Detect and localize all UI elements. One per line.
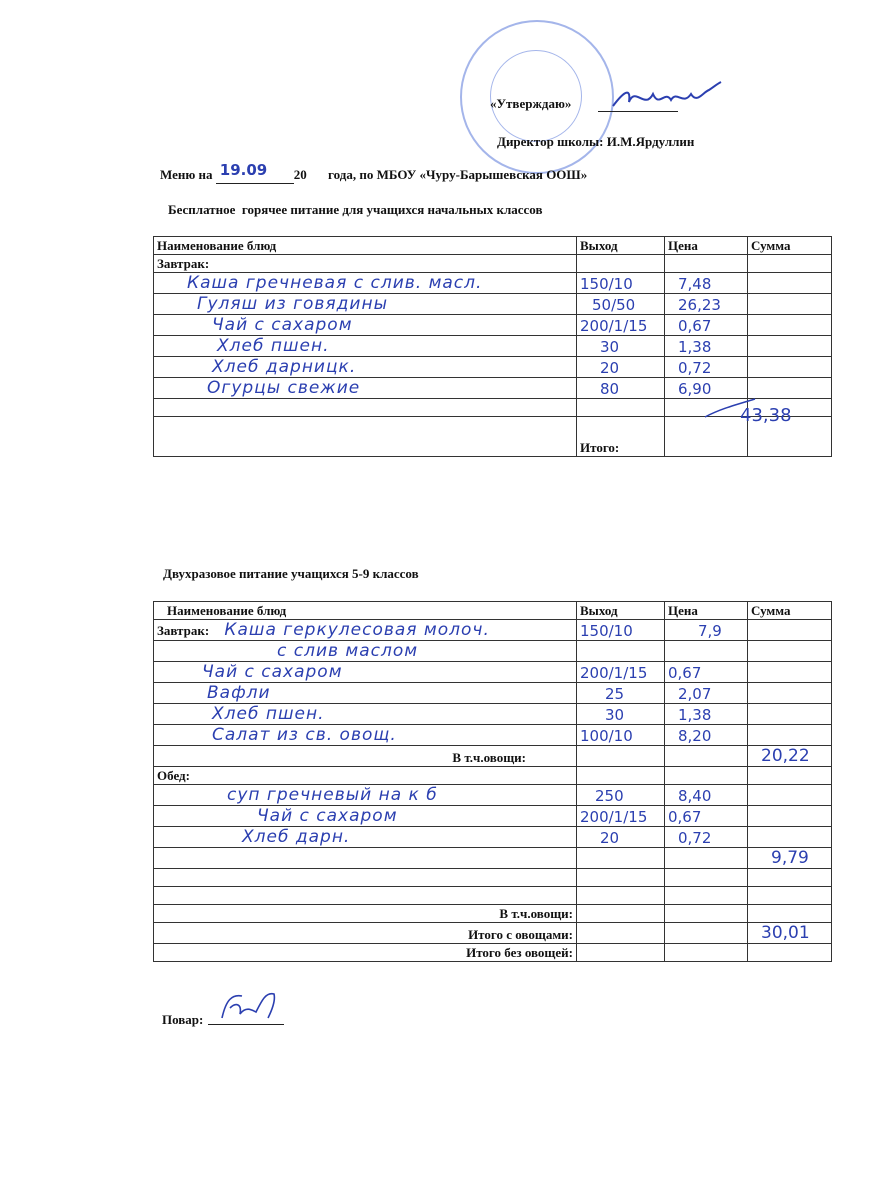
lunch-label: Обед: [154, 767, 577, 785]
dish-price: 7,9 [698, 622, 722, 640]
dish-out: 200/1/15 [580, 317, 648, 335]
breakfast-label: Завтрак: [157, 623, 210, 638]
dish-price: 8,20 [678, 727, 712, 745]
dish-price: 0,67 [668, 808, 702, 826]
without-veg-row [154, 944, 832, 962]
dish-name: Огурцы свежие [207, 378, 361, 398]
dish-name: Хлеб дарницк. [212, 357, 357, 377]
with-veg-sum: 30,01 [761, 923, 810, 943]
dish-out: 200/1/15 [580, 664, 648, 682]
col-out: Выход [577, 602, 665, 620]
col-out: Выход [577, 237, 665, 255]
table-row [154, 887, 832, 905]
section2-title: Двухразовое питание учащихся 5-9 классов [163, 566, 419, 581]
dish-name: Хлеб пшен. [217, 336, 330, 356]
cook-signature [212, 988, 292, 1028]
table-row [154, 357, 832, 378]
menu-prefix: Меню на [160, 167, 213, 182]
dish-price: 0,72 [678, 359, 712, 377]
dish-price: 6,90 [678, 380, 712, 398]
table-row [154, 827, 832, 848]
dish-out: 80 [600, 380, 620, 398]
table-header-row [154, 237, 832, 255]
dish-out: 30 [600, 338, 620, 356]
dish-name: Салат из св. овощ. [212, 725, 397, 745]
dish-name: с слив маслом [277, 641, 419, 661]
dish-out: 200/1/15 [580, 808, 648, 826]
breakfast-sum: 20,22 [761, 746, 810, 766]
breakfast-label: Завтрак: [154, 255, 577, 273]
total-label: Итого: [577, 417, 665, 457]
table-row [154, 869, 832, 887]
dish-price: 8,40 [678, 787, 712, 805]
dish-out: 150/10 [580, 275, 633, 293]
section1-sum: 43,38 [740, 405, 792, 426]
menu-date: 19.09 [219, 161, 268, 179]
dish-name: Чай с сахаром [202, 662, 343, 682]
cook-label: Повар: [162, 1012, 204, 1027]
section2-table [153, 601, 832, 962]
menu-date-field [216, 161, 294, 184]
with-veg-row [154, 923, 832, 944]
approve-label: «Утверждаю» [490, 96, 572, 111]
table-row [154, 704, 832, 725]
dish-out: 20 [600, 829, 620, 847]
veg-label: В т.ч.овощи: [154, 746, 577, 767]
table-row [154, 683, 832, 704]
section1-title: Бесплатное горячее питание для учащихся начальных классов [168, 202, 543, 217]
table-row [154, 620, 832, 641]
dish-name: Хлеб пшен. [212, 704, 325, 724]
lunch-label-row [154, 767, 832, 785]
dish-out: 25 [605, 685, 625, 703]
table-row [154, 294, 832, 315]
veg-row-2 [154, 905, 832, 923]
dish-out: 150/10 [580, 622, 633, 640]
table-row [154, 848, 832, 869]
table-row [154, 315, 832, 336]
signature-line [598, 111, 678, 112]
table-header-row [154, 602, 832, 620]
table-row [154, 806, 832, 827]
col-name: Наименование блюд [154, 602, 577, 620]
dish-price: 0,67 [678, 317, 712, 335]
table-row [154, 641, 832, 662]
director-signature [605, 80, 725, 121]
dish-name: Каша геркулесовая молоч. [224, 620, 490, 640]
veg-row [154, 746, 832, 767]
col-sum: Сумма [748, 602, 832, 620]
table-row [154, 273, 832, 294]
dish-name: Чай с сахаром [212, 315, 353, 335]
dish-name: суп гречневый на к б [227, 785, 438, 805]
with-veg-label: Итого с овощами: [154, 923, 577, 944]
dish-price: 0,72 [678, 829, 712, 847]
dish-out: 250 [595, 787, 624, 805]
director-label: Директор школы: И.М.Ярдуллин [497, 134, 695, 149]
dish-out: 100/10 [580, 727, 633, 745]
table-row [154, 725, 832, 746]
dish-name: Вафли [207, 683, 271, 703]
dish-price: 0,67 [668, 664, 702, 682]
menu-suffix: года, по МБОУ «Чуру-Барышевская ООШ» [328, 167, 588, 182]
dish-price: 26,23 [678, 296, 721, 314]
col-price: Цена [665, 602, 748, 620]
dish-out: 50/50 [592, 296, 636, 314]
table-row [154, 662, 832, 683]
dish-price: 1,38 [678, 338, 712, 356]
dish-name: Чай с сахаром [257, 806, 398, 826]
menu-title [160, 161, 588, 184]
without-veg-label: Итого без овощей: [154, 944, 577, 962]
veg-label-2: В т.ч.овощи: [154, 905, 577, 923]
breakfast-label-row [154, 255, 832, 273]
menu-year: 20 [293, 167, 307, 182]
dish-price: 2,07 [678, 685, 712, 703]
col-sum: Сумма [748, 237, 832, 255]
col-name: Наименование блюд [154, 237, 577, 255]
dish-name: Каша гречневая с слив. масл. [187, 273, 483, 293]
dish-out: 30 [605, 706, 625, 724]
table-row [154, 336, 832, 357]
dish-price: 1,38 [678, 706, 712, 724]
dish-price: 7,48 [678, 275, 712, 293]
lunch-sum: 9,79 [771, 848, 809, 868]
col-price: Цена [665, 237, 748, 255]
dish-name: Хлеб дарн. [242, 827, 351, 847]
dish-out: 20 [600, 359, 620, 377]
table-row [154, 785, 832, 806]
dish-name: Гуляш из говядины [197, 294, 388, 314]
